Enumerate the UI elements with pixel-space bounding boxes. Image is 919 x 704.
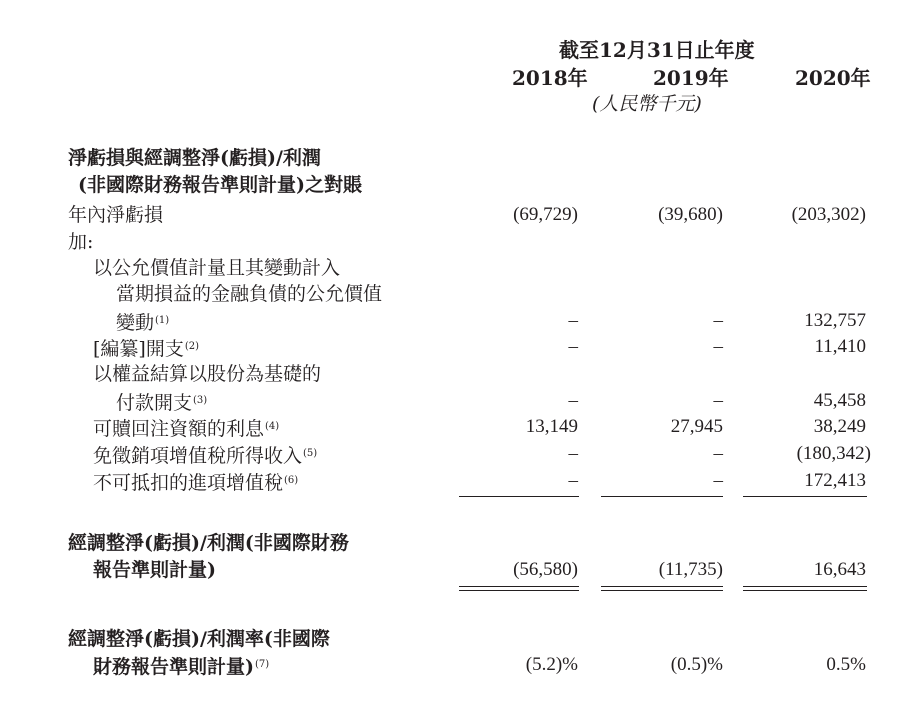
subtotal-rule-2019 bbox=[601, 496, 723, 497]
adjusted-2019: (11,735) bbox=[658, 559, 723, 580]
vat-nondeductible-label: 不可抵扣的進項增值稅$^{(6)}$ bbox=[93, 472, 299, 494]
interest-2020: 38,249 bbox=[813, 416, 866, 437]
year-2018-header: 2018年 bbox=[512, 66, 588, 90]
interest-2018: 13,149 bbox=[525, 416, 578, 437]
interest-2019: 27,945 bbox=[670, 416, 723, 437]
unit-label: (人民幣千元) bbox=[592, 93, 702, 115]
add-label: 加: bbox=[68, 231, 94, 253]
compiled-expense-2018: – bbox=[568, 336, 578, 357]
adjusted-margin-2018: (5.2)% bbox=[525, 654, 578, 675]
vat-nondeductible-2018: – bbox=[568, 470, 578, 491]
adjusted-label-line2: 報告準則計量) bbox=[93, 559, 216, 581]
reconciliation-title-line1: 淨虧損與經調整淨(虧損)/利潤 bbox=[68, 147, 321, 169]
fv-change-2020: 132,757 bbox=[804, 310, 866, 331]
period-header: 截至12月31日止年度 bbox=[559, 38, 755, 62]
compiled-expense-2020: 11,410 bbox=[814, 336, 866, 357]
year-2019-header: 2019年 bbox=[653, 66, 729, 90]
adjusted-2018: (56,580) bbox=[513, 559, 578, 580]
adjusted-margin-label-line2: 財務報告準則計量)$^{(7)}$ bbox=[93, 656, 270, 678]
fv-change-2019: – bbox=[713, 310, 723, 331]
adjusted-label-line1: 經調整淨(虧損)/利潤(非國際財務 bbox=[68, 532, 349, 554]
subtotal-rule-2020 bbox=[743, 496, 867, 497]
vat-income-2018: – bbox=[568, 443, 578, 464]
share-based-2019: – bbox=[713, 390, 723, 411]
fv-change-label-line2: 當期損益的金融負債的公允價值 bbox=[116, 283, 383, 305]
total-double-rule-2019 bbox=[601, 586, 723, 591]
vat-nondeductible-2019: – bbox=[713, 470, 723, 491]
adjusted-margin-2020: 0.5% bbox=[826, 654, 866, 675]
vat-income-label: 免徵銷項增值稅所得收入$^{(5)}$ bbox=[93, 445, 318, 467]
reconciliation-title-line2: (非國際財務報告準則計量)之對賬 bbox=[78, 174, 362, 196]
share-based-2018: – bbox=[568, 390, 578, 411]
compiled-expense-2019: – bbox=[713, 336, 723, 357]
net-loss-2020: (203,302) bbox=[791, 204, 866, 225]
vat-income-2020: (180,342) bbox=[796, 443, 871, 464]
fv-change-label-line3: 變動$^{(1)}$ bbox=[116, 312, 170, 334]
year-2020-header: 2020年 bbox=[795, 66, 871, 90]
total-double-rule-2018 bbox=[459, 586, 579, 591]
adjusted-2020: 16,643 bbox=[813, 559, 866, 580]
share-based-label-line1: 以權益結算以股份為基礎的 bbox=[93, 363, 322, 385]
interest-label: 可贖回注資額的利息$^{(4)}$ bbox=[93, 418, 280, 440]
adjusted-margin-2019: (0.5)% bbox=[670, 654, 723, 675]
vat-nondeductible-2020: 172,413 bbox=[804, 470, 866, 491]
fv-change-2018: – bbox=[568, 310, 578, 331]
net-loss-2019: (39,680) bbox=[658, 204, 723, 225]
adjusted-margin-label-line1: 經調整淨(虧損)/利潤率(非國際 bbox=[68, 628, 330, 650]
net-loss-label: 年內淨虧損 bbox=[68, 204, 164, 226]
compiled-expense-label: [編纂]開支$^{(2)}$ bbox=[93, 338, 199, 360]
share-based-2020: 45,458 bbox=[813, 390, 866, 411]
subtotal-rule-2018 bbox=[459, 496, 579, 497]
net-loss-2018: (69,729) bbox=[513, 204, 578, 225]
share-based-label-line2: 付款開支$^{(3)}$ bbox=[116, 392, 208, 414]
vat-income-2019: – bbox=[713, 443, 723, 464]
total-double-rule-2020 bbox=[743, 586, 867, 591]
fv-change-label-line1: 以公允價值計量且其變動計入 bbox=[93, 257, 341, 279]
